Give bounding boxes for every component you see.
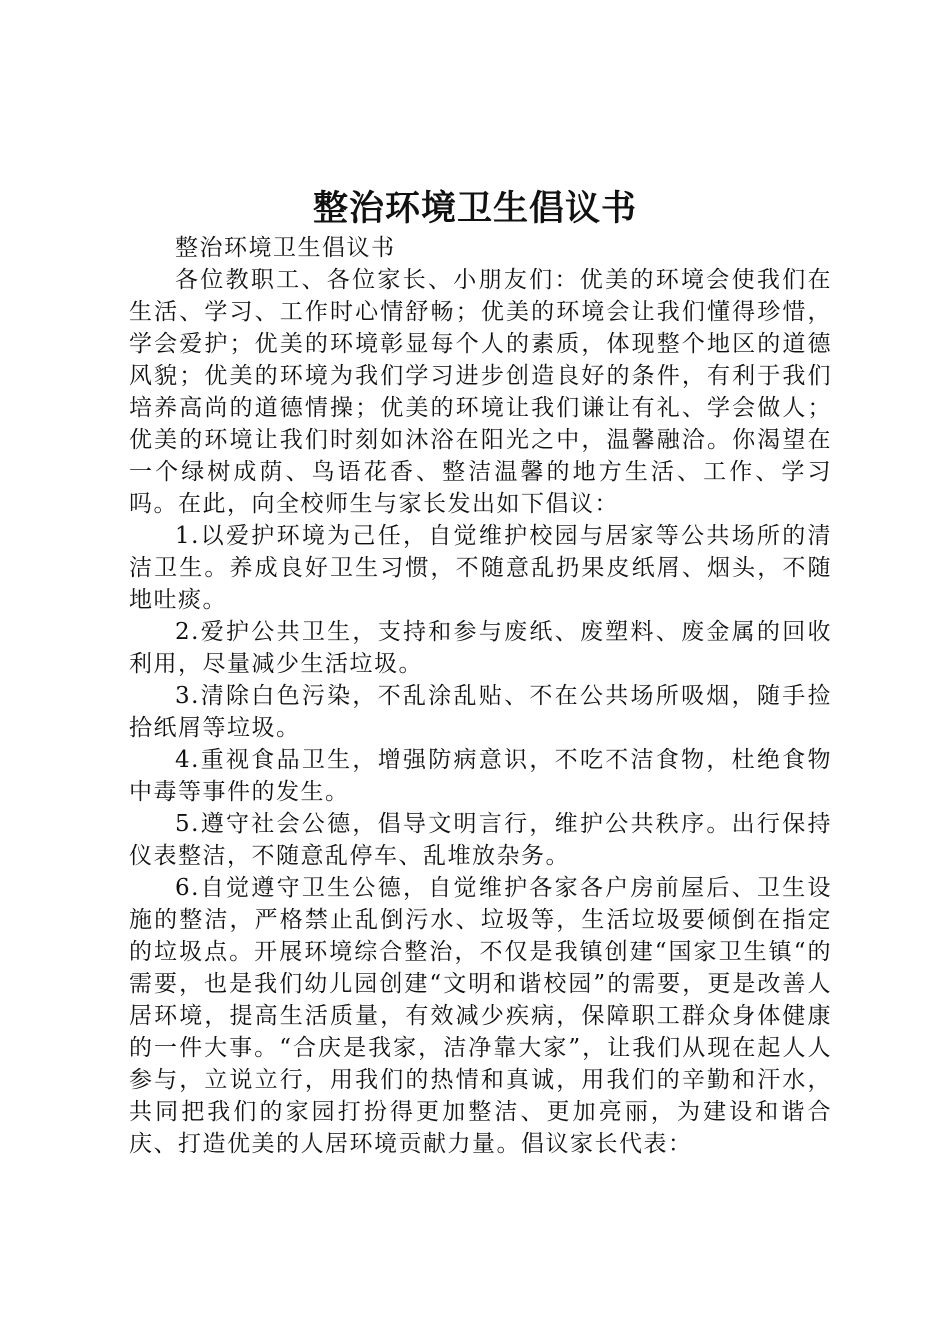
document-body [129,232,832,1160]
proposal-item-1: 1.以爱护环境为己任，自觉维护校园与居家等公共场所的清洁卫生。养成良好卫生习惯，不随意乱扔果皮纸屑、烟头，不随地吐痰。 [129,523,832,613]
proposal-item-2: 2.爱护公共卫生，支持和参与废纸、废塑料、废金属的回收利用，尽量减少生活垃圾。 [129,619,832,677]
proposal-item-3: 3.清除白色污染，不乱涂乱贴、不在公共场所吸烟，随手捡拾纸屑等垃圾。 [129,683,832,741]
proposal-item-4: 4.重视食品卫生，增强防病意识，不吃不洁食物，杜绝食物中毒等事件的发生。 [129,747,832,805]
proposal-item-5: 5.遵守社会公德，倡导文明言行，维护公共秩序。出行保持仪表整洁，不随意乱停车、乱堆放杂务。 [129,811,832,869]
proposal-item-6: 6.自觉遵守卫生公德，自觉维护各家各户房前屋后、卫生设施的整洁，严格禁止乱倒污水、垃圾等，生活垃圾要倾倒在指定的垃圾点。开展环境综合整治，不仅是我镇创建“国家卫生镇“的需要，也是我们幼儿园创建“文明和谐校园”的需要，更是改善人居环境，提高生活质量，有效减少疾病，保障职工群众身体健康的一件大事。“合庆是我家，洁净靠大家”，让我们从现在起人人参与，立说立行，用我们的热情和真诚，用我们的辛勤和汗水，共同把我们的家园打扮得更加整洁、更加亮丽，为建设和谐合庆、打造优美的人居环境贡献力量。倡议家长代表： [129,875,832,1157]
intro-paragraph: 各位教职工、各位家长、小朋友们：优美的环境会使我们在生活、学习、工作时心情舒畅；优美的环境会让我们懂得珍惜，学会爱护；优美的环境彰显每个人的素质，体现整个地区的道德风貌；优美的环境为我们学习进步创造良好的条件，有利于我们培养高尚的道德情操；优美的环境让我们谦让有礼、学会做人；优美的环境让我们时刻如沐浴在阳光之中，温馨融洽。你渴望在一个绿树成荫、鸟语花香、整洁温馨的地方生活、工作、学习吗。在此，向全校师生与家长发出如下倡议： [129,267,832,517]
document-subtitle: 整治环境卫生倡议书 [175,235,396,261]
document-title: 整治环境卫生倡议书 [312,188,637,229]
